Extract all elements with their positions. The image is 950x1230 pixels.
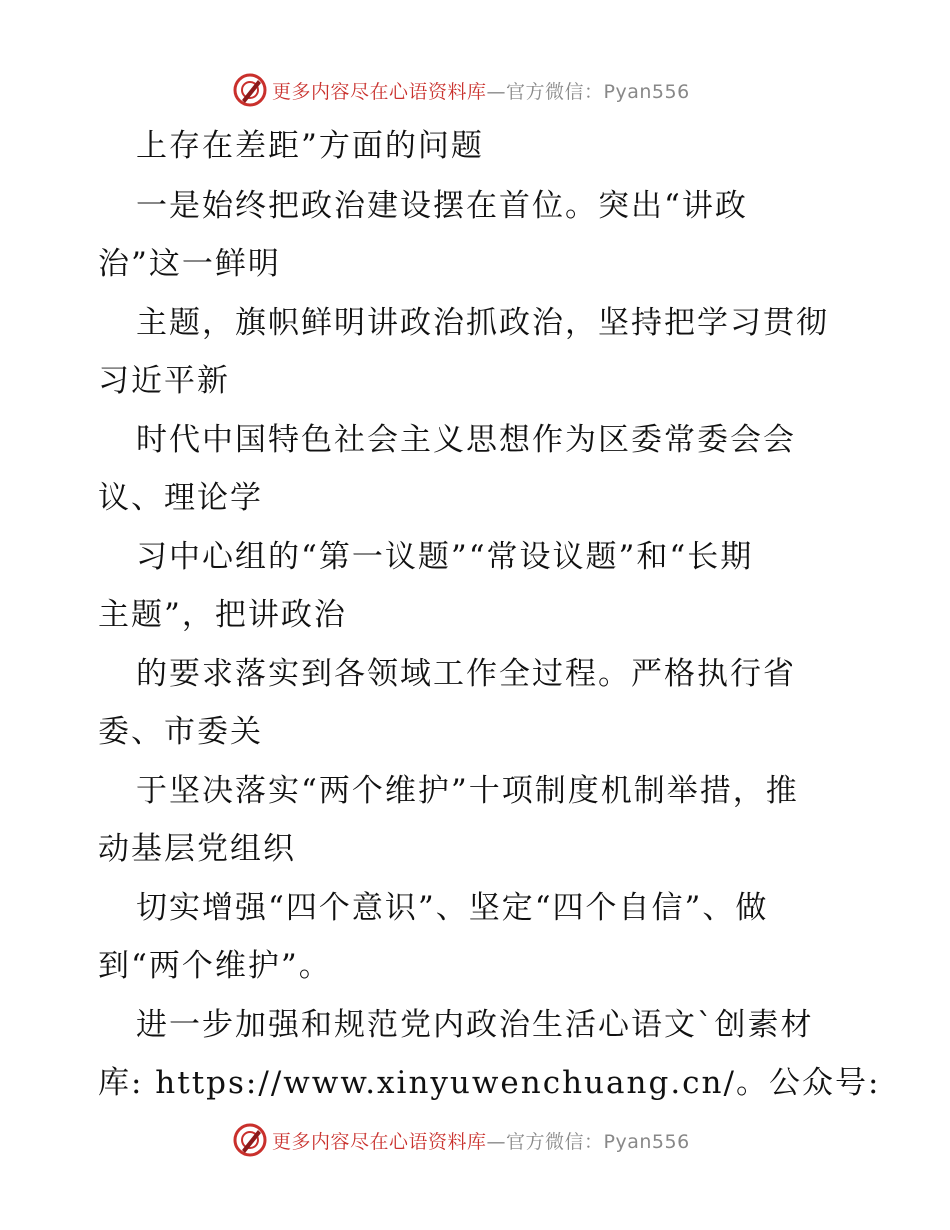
text-line: 于坚决落实“两个维护”十项制度机制举措，推 [136, 773, 799, 809]
text-line: 切实增强“四个意识”、坚定“四个自信”、做 [136, 890, 769, 926]
text-line: 习中心组的“第一议题”“常设议题”和“长期 [136, 539, 754, 575]
text-line: 上存在差距”方面的问题 [136, 128, 484, 164]
text-line: 治”这一鲜明 [98, 246, 281, 282]
logo-icon [232, 1122, 268, 1158]
text-line: 的要求落实到各领域工作全过程。严格执行省 [136, 656, 796, 692]
text-line: 议、理论学 [98, 480, 263, 516]
footer-watermark [232, 1122, 690, 1158]
text-line: 时代中国特色社会主义思想作为区委常委会会 [136, 422, 796, 458]
text-line: 习近平新 [98, 363, 230, 399]
logo-icon [232, 72, 268, 108]
text-line: 进一步加强和规范党内政治生活心语文`创素材 [136, 1007, 814, 1043]
text-line: 委、市委关 [98, 714, 263, 750]
header-watermark [232, 72, 690, 108]
text-line: 到“两个维护”。 [98, 948, 332, 984]
text-line: 主题，旗帜鲜明讲政治抓政治，坚持把学习贯彻 [136, 305, 829, 341]
watermark-text: 更多内容尽在心语资料库—官方微信：Pyan556 [272, 1130, 690, 1153]
text-line: 一是始终把政治建设摆在首位。突出“讲政 [136, 188, 748, 224]
watermark-text: 更多内容尽在心语资料库—官方微信：Pyan556 [272, 80, 690, 103]
text-line: 主题”，把讲政治 [98, 597, 347, 633]
text-line: 动基层党组织 [98, 831, 296, 867]
text-line: 库: https://www.xinyuwenchuang.cn/。公众号: [98, 1065, 881, 1101]
